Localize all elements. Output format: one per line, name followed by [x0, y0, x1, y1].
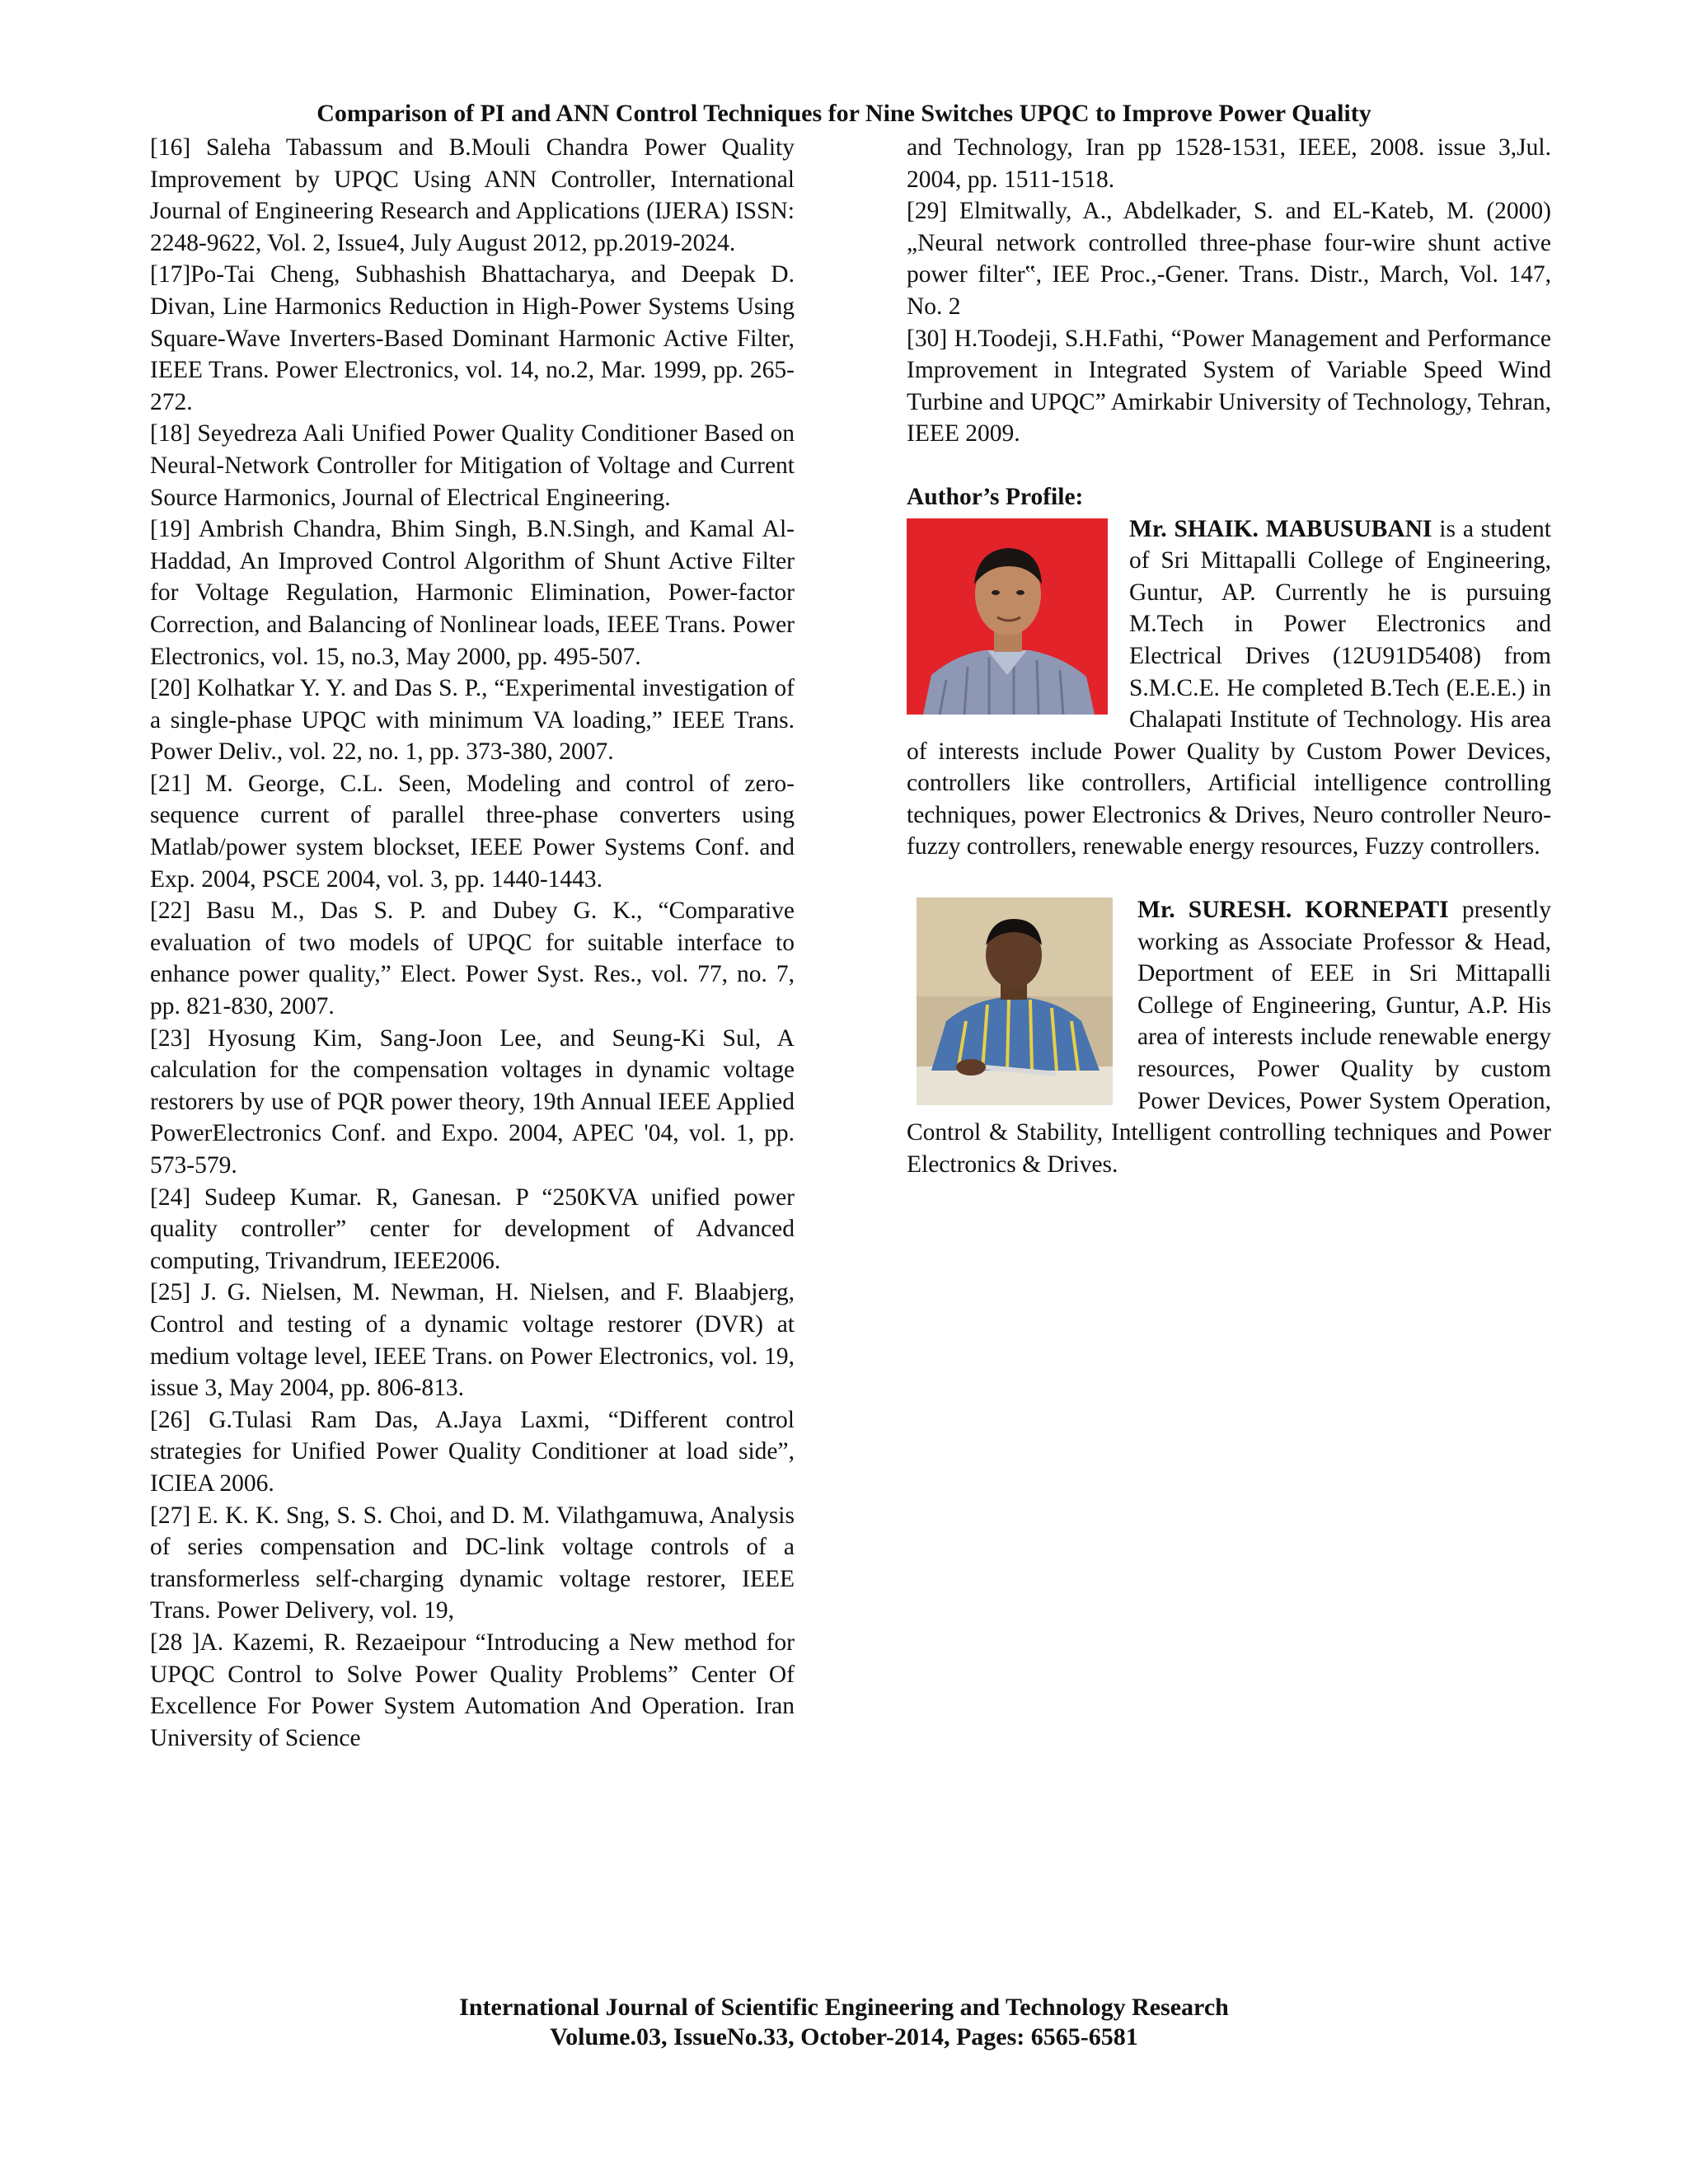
author-bio-2: presently working as Associate Professor & Head, Deportment of EEE in Sri Mittapalli College of Engineering, Guntur, A.P. His area of interests include renewable energy resources, Power Quality by custom Power Devices, Power System Operation, Control & Stability, Intelligent controlling techniques and Power Electronics & Drives.: [907, 897, 1551, 1178]
reference-23: [23] Hyosung Kim, Sang-Joon Lee, and Seung-Ki Sul, A calculation for the compensation voltages in dynamic voltage restorers by use of PQR power theory, 19th Annual IEEE Applied PowerElectronics Conf. and Expo. 2004, APEC '04, vol. 1, pp. 573-579.: [150, 1024, 795, 1179]
reference-26: [26] G.Tulasi Ram Das, A.Jaya Laxmi, “Different control strategies for Unified Power Quality Conditioner at load side”, ICIEA 2006.: [150, 1406, 795, 1497]
left-column: [150, 132, 795, 1754]
reference-29: [29] Elmitwally, A., Abdelkader, S. and EL-Kateb, M. (2000) „Neural network controlled three-phase four-wire shunt active power filter‟, IEE Proc.,-Gener. Trans. Distr., March, Vol. 147, No. 2: [907, 198, 1551, 320]
author-photo-2: [917, 898, 1113, 1105]
author-name-2: Mr. SURESH. KORNEPATI: [1137, 897, 1449, 924]
reference-28: [28 ]A. Kazemi, R. Rezaeipour “Introducing a New method for UPQC Control to Solve Power Quality Problems” Center Of Excellence For Power System Automation And Operation. Iran University of Science: [150, 1629, 795, 1751]
journal-footer: [0, 1993, 1688, 2052]
author-profile-1: [907, 513, 1551, 864]
footer-journal-name: International Journal of Scientific Engineering and Technology Research: [459, 1994, 1229, 2021]
author-bio-1: is a student of Sri Mittapalli College of Engineering, Guntur, AP. Currently he is pursuing M.Tech in Power Electronics and Electrical Drives (12U91D5408) from S.M.C.E. He completed B.Tech (E.E.E.) in Chalapati Institute of Technology. His area of interests include Power Quality by Custom Power Devices, controllers like controllers, Artificial intelligence controlling techniques, power Electronics & Drives, Neuro controller Neuro-fuzzy controllers, renewable energy resources, Fuzzy controllers.: [907, 515, 1551, 860]
reference-30: [30] H.Toodeji, S.H.Fathi, “Power Management and Performance Improvement in Integrated System of Variable Speed Wind Turbine and UPQC” Amirkabir University of Technology, Tehran, IEEE 2009.: [907, 325, 1551, 448]
authors-profile-heading: Author’s Profile:: [907, 483, 1084, 510]
reference-22: [22] Basu M., Das S. P. and Dubey G. K., “Comparative evaluation of two models of UPQC for suitable interface to enhance power quality,” Elect. Power Syst. Res., vol. 77, no. 7, pp. 821-830, 2007.: [150, 898, 795, 1020]
reference-20: [20] Kolhatkar Y. Y. and Das S. P., “Experimental investigation of a single-phase UPQC with minimum VA loading,” IEEE Trans. Power Deliv., vol. 22, no. 1, pp. 373-380, 2007.: [150, 675, 795, 766]
author-name-1: Mr. SHAIK. MABUSUBANI: [1129, 515, 1432, 542]
page-running-title: Comparison of PI and ANN Control Techniques for Nine Switches UPQC to Improve Power Quality: [316, 100, 1372, 127]
reference-21: [21] M. George, C.L. Seen, Modeling and control of zero-sequence current of parallel three-phase converters using Matlab/power system blockset, IEEE Power Systems Conf. and Exp. 2004, PSCE 2004, vol. 3, pp. 1440-1443.: [150, 770, 795, 893]
reference-24: [24] Sudeep Kumar. R, Ganesan. P “250KVA unified power quality controller” center for development of Advanced computing, Trivandrum, IEEE2006.: [150, 1183, 795, 1274]
reference-19: [19] Ambrish Chandra, Bhim Singh, B.N.Singh, and Kamal Al-Haddad, An Improved Control Algorithm of Shunt Active Filter for Voltage Regulation, Harmonic Elimination, Power-factor Correction, and Balancing of Nonlinear loads, IEEE Trans. Power Electronics, vol. 15, no.3, May 2000, pp. 495-507.: [150, 516, 795, 670]
reference-17: [17]Po-Tai Cheng, Subhashish Bhattacharya, and Deepak D. Divan, Line Harmonics Reduction in High-Power Systems Using Square-Wave Inverters-Based Dominant Harmonic Active Filter, IEEE Trans. Power Electronics, vol. 14, no.2, Mar. 1999, pp. 265-272.: [150, 261, 795, 415]
reference-28-continued: and Technology, Iran pp 1528-1531, IEEE, 2008. issue 3,Jul. 2004, pp. 1511-1518.: [907, 134, 1551, 193]
reference-18: [18] Seyedreza Aali Unified Power Quality Conditioner Based on Neural-Network Controller for Mitigation of Voltage and Current Source Harmonics, Journal of Electrical Engineering.: [150, 420, 795, 511]
author-photo-1: [907, 518, 1108, 715]
reference-27: [27] E. K. K. Sng, S. S. Choi, and D. M. Vilathgamuwa, Analysis of series compensation and DC-link voltage controls of a transformerless self-charging dynamic voltage restorer, IEEE Trans. Power Delivery, vol. 19,: [150, 1502, 795, 1624]
footer-issue-info: Volume.03, IssueNo.33, October-2014, Pages: 6565-6581: [550, 2023, 1138, 2050]
reference-25: [25] J. G. Nielsen, M. Newman, H. Nielsen, and F. Blaabjerg, Control and testing of a dynamic voltage restorer (DVR) at medium voltage level, IEEE Trans. on Power Electronics, vol. 19, issue 3, May 2004, pp. 806-813.: [150, 1279, 795, 1402]
author-profile-2: [907, 894, 1551, 1180]
reference-16: [16] Saleha Tabassum and B.Mouli Chandra Power Quality Improvement by UPQC Using ANN Controller, International Journal of Engineering Research and Applications (IJERA) ISSN: 2248-9622, Vol. 2, Issue4, July August 2012, pp.2019-2024.: [150, 134, 795, 256]
right-column: [907, 132, 1551, 1180]
